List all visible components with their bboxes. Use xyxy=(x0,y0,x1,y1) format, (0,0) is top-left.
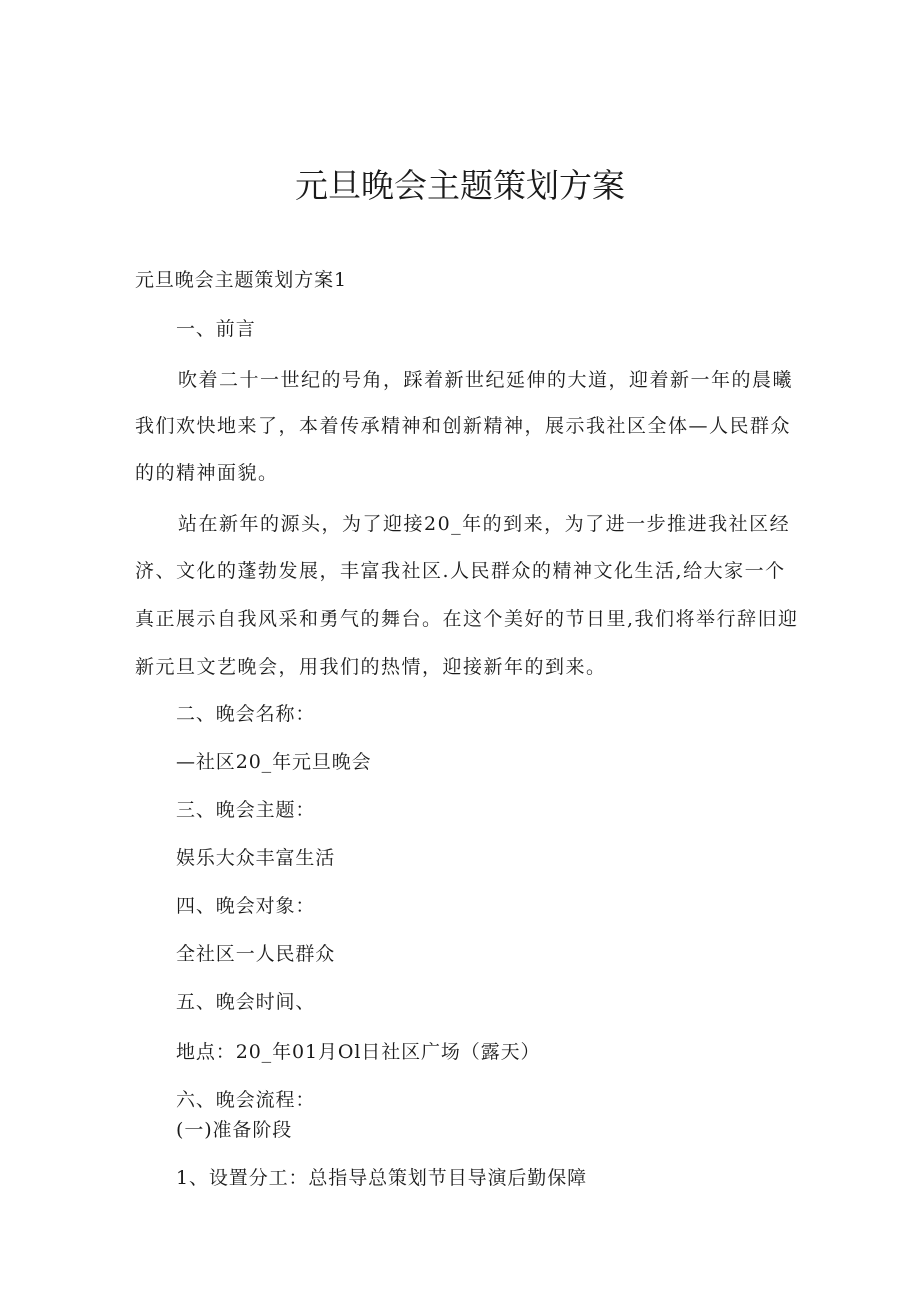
flow-heading: 六、晚会流程： xyxy=(176,1089,316,1111)
para2-line1: 站在新年的源头，为了迎接20_年的到来，为了进一步推进我社区经 xyxy=(178,513,791,535)
audience-value: 全社区一人民群众 xyxy=(176,943,336,965)
document-subtitle: 元旦晚会主题策划方案1 xyxy=(135,269,347,291)
preface-heading: 一、前言 xyxy=(176,318,256,340)
time-heading: 五、晚会时间、 xyxy=(176,991,316,1013)
para2-line2: 济、文化的蓬勃发展，丰富我社区.人民群众的精神文化生活,给大家一个 xyxy=(135,560,786,582)
theme-heading: 三、晚会主题： xyxy=(176,799,316,821)
document-title: 元旦晚会主题策划方案 xyxy=(295,166,625,205)
name-heading: 二、晚会名称： xyxy=(176,703,316,725)
para1-line3: 的的精神面貌。 xyxy=(135,462,279,484)
flow-subheading: (一)准备阶段 xyxy=(176,1119,293,1141)
para2-line4: 新元旦文艺晚会，用我们的热情，迎接新年的到来。 xyxy=(135,656,607,678)
para1-line2: 我们欢快地来了，本着传承精神和创新精神，展示我社区全体—人民群众 xyxy=(135,415,792,437)
para1-line1: 吹着二十一世纪的号角，踩着新世纪延伸的大道，迎着新一年的晨曦 xyxy=(178,369,794,391)
place-value: 地点：20_年01月Ol日社区广场（露天） xyxy=(176,1041,541,1063)
audience-heading: 四、晚会对象： xyxy=(176,895,316,917)
flow-item-1: 1、设置分工：总指导总策划节目导演后勤保障 xyxy=(176,1167,587,1189)
name-value: —社区20_年元旦晚会 xyxy=(176,751,372,773)
theme-value: 娱乐大众丰富生活 xyxy=(176,847,336,869)
para2-line3: 真正展示自我风采和勇气的舞台。在这个美好的节日里,我们将举行辞旧迎 xyxy=(135,608,799,630)
